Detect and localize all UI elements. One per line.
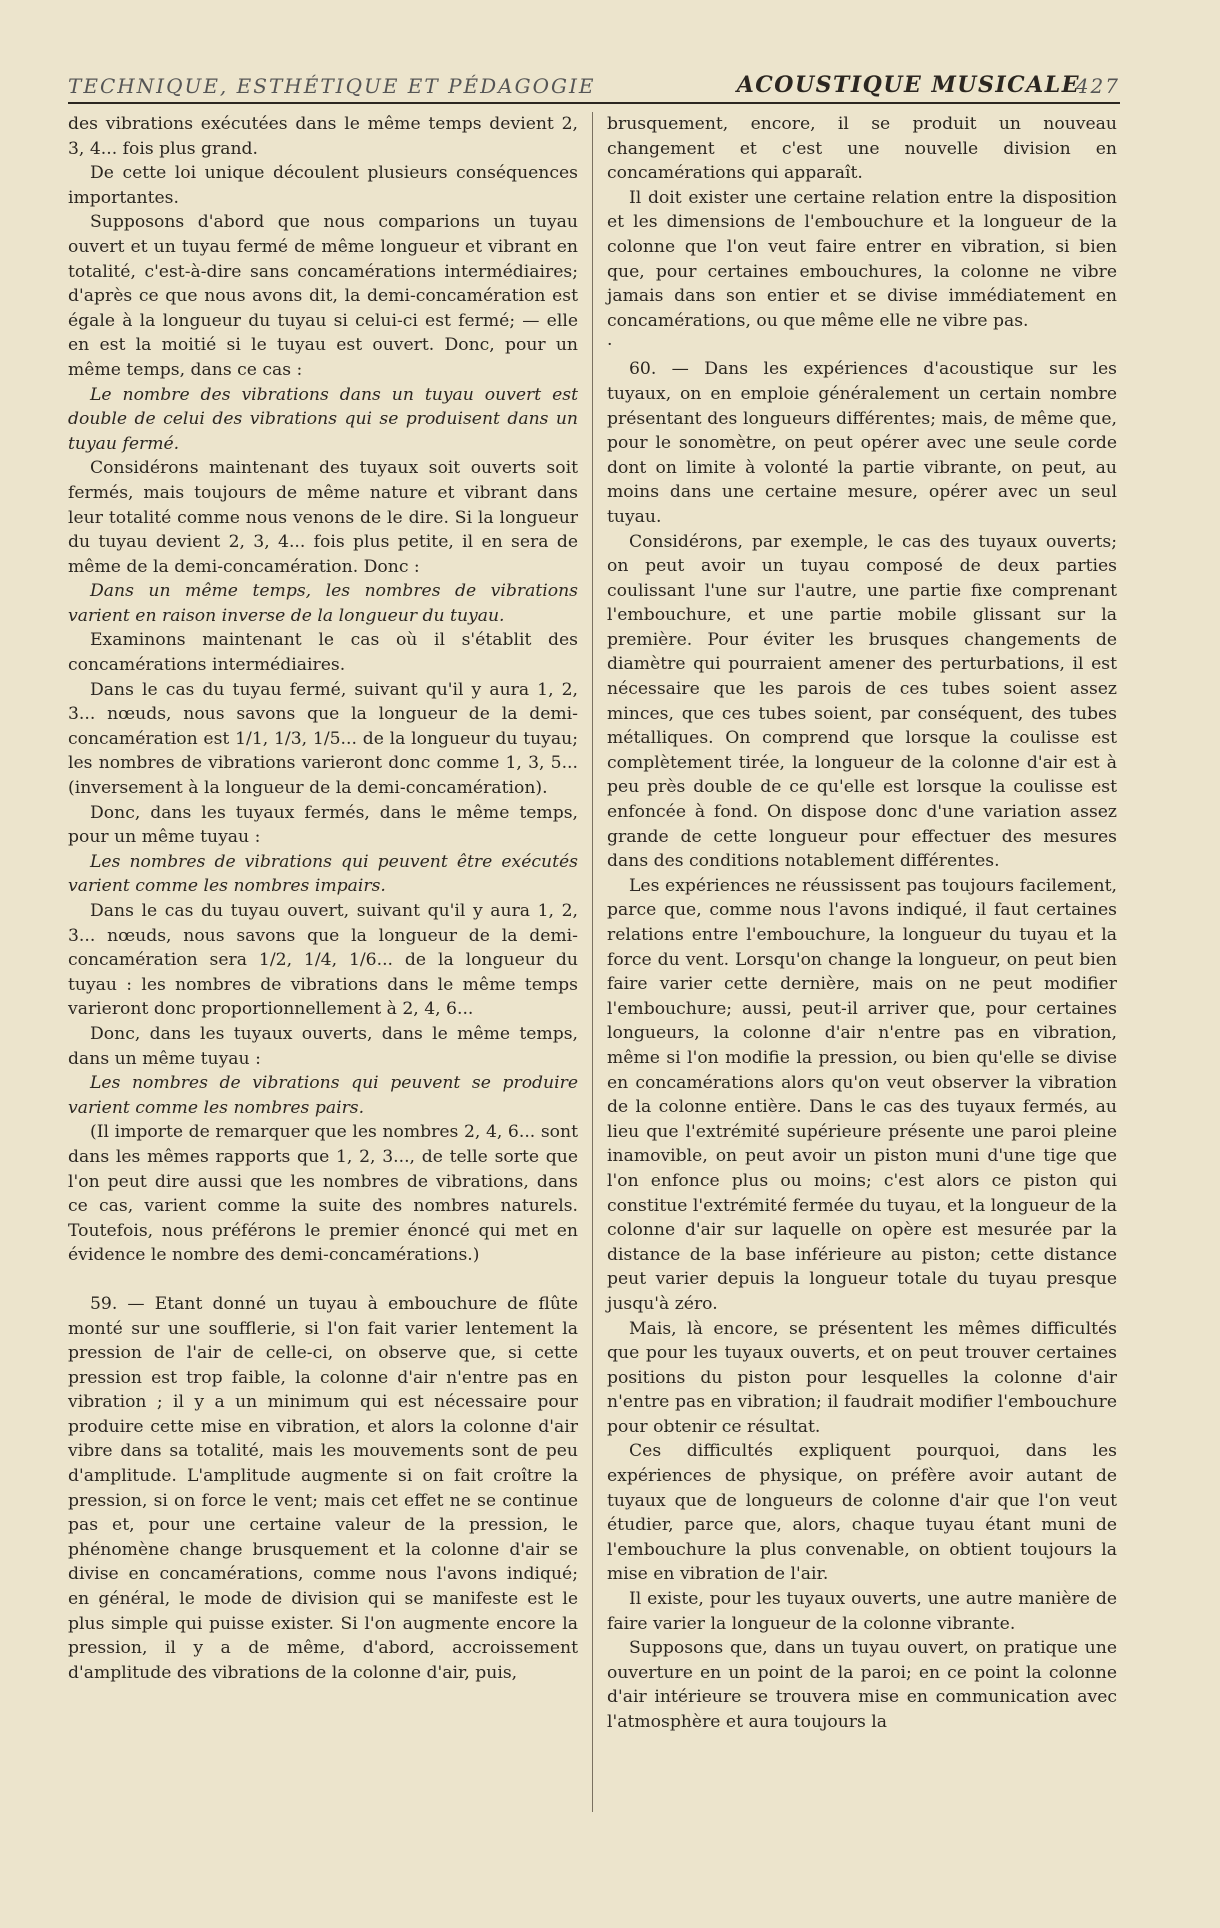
left-text-column [68,112,578,1685]
paragraph: Dans le cas du tuyau fermé, suivant qu'il y aura 1, 2, 3... nœuds, nous savons que la longueur de la demi-concamération est 1/1, 1/3, 1/5... de la longueur du tuyau; les nombres de vibrations varieront donc comme 1, 3, 5... (inversement à la longueur de la demi-concamération). [68,679,578,799]
header-right-title: ACOUSTIQUE MUSICALE [736,72,1080,98]
paragraph: Le nombre des vibrations dans un tuyau ouvert est double de celui des vibrations qui se produisent dans un tuyau fermé. [68,384,578,454]
paragraph: brusquement, encore, il se produit un nouveau changement et c'est une nouvelle division en concamérations qui apparaît. [607,114,1117,184]
paragraph: · [607,335,613,356]
paragraph: Examinons maintenant le cas où il s'établit des concamérations intermédiaires. [68,630,578,676]
paragraph: Supposons d'abord que nous comparions un tuyau ouvert et un tuyau fermé de même longueur et vibrant en totalité, c'est-à-dire sans concamérations intermédiaires; d'après ce que nous avons dit, la demi-concamération est égale à la longueur du tuyau si celui-ci est fermé; — elle en est la moitié si le tuyau est ouvert. Donc, pour un même temps, dans ce cas : [68,212,578,380]
paragraph: des vibrations exécutées dans le même temps devient 2, 3, 4... fois plus grand. [68,114,578,159]
paragraph: 60. — Dans les expériences d'acoustique sur les tuyaux, on en emploie généralement un certain nombre présentant des longueurs différentes; mais, de même que, pour le sonomètre, on peut opérer avec une seule corde dont on limite à volonté la partie vibrante, on peut, au moins dans une certaine mesure, opérer avec un seul tuyau. [607,359,1117,527]
paragraph: Il doit exister une certaine relation entre la disposition et les dimensions de l'embouchure et la longueur de la colonne que l'on veut faire entrer en vibration, si bien que, pour certaines embouchures, la colonne ne vibre jamais dans son entier et se divise immédiatement en concamérations, ou que même elle ne vibre pas. [607,187,1117,331]
running-header [68,70,1120,104]
paragraph: 59. — Etant donné un tuyau à embouchure de flûte monté sur une soufflerie, si l'on fait varier lentement la pression de l'air de celle-ci, on observe que, si cette pression est trop faible, la colonne d'air n'entre pas en vibration ; il y a un minimum qui est nécessaire pour produire cette mise en vibration, et alors la colonne d'air vibre dans sa totalité, mais les mouvements sont de peu d'amplitude. L'amplitude augmente si on fait croître la pression, si on force le vent; mais cet effet ne se continue pas et, pour une certaine valeur de la pression, le phénomène change brusquement et la colonne d'air se divise en concamérations, comme nous l'avons indiqué; en général, le mode de division qui se manifeste est le plus simple qui puisse exister. Si l'on augmente encore la pression, il y a de même, d'abord, accroissement d'amplitude des vibrations de la colonne d'air, puis, [68,1293,578,1683]
paragraph: Considérons, par exemple, le cas des tuyaux ouverts; on peut avoir un tuyau composé de deux parties coulissant l'une sur l'autre, une partie fixe comprenant l'embouchure, et une partie mobile glissant sur la première. Pour éviter les brusques changements de diamètre qui pourraient amener des perturbations, il est nécessaire que les parois de ces tubes soient assez minces, que ces tubes soient, par conséquent, des tubes métalliques. On comprend que lorsque la coulisse est complètement tirée, la longueur de la colonne d'air est à peu près double de ce qu'elle est lorsque la coulisse est enfoncée à fond. On dispose donc d'une variation assez grande de cette longueur pour effectuer des mesures dans des conditions notablement différentes. [607,531,1117,872]
paragraph: Donc, dans les tuyaux fermés, dans le même temps, pour un même tuyau : [68,802,578,848]
paragraph: Les nombres de vibrations qui peuvent se produire varient comme les nombres pairs. [68,1073,578,1118]
paragraph: Les nombres de vibrations qui peuvent être exécutés varient comme les nombres impairs. [68,851,578,897]
paragraph: Il existe, pour les tuyaux ouverts, une autre manière de faire varier la longueur de la colonne vibrante. [607,1589,1117,1634]
header-left-title: TECHNIQUE, ESTHÉTIQUE ET PÉDAGOGIE [68,74,596,98]
column-divider [592,112,593,1812]
paragraph: Ces difficultés expliquent pourquoi, dans les expériences de physique, on préfère avoir autant de tuyaux que de longueurs de colonne d'air que l'on veut étudier, parce que, alors, chaque tuyau étant muni de l'embouchure la plus convenable, on obtient toujours la mise en vibration de l'air. [607,1441,1117,1585]
page-number: 427 [1075,74,1120,98]
paragraph: Dans le cas du tuyau ouvert, suivant qu'il y aura 1, 2, 3... nœuds, nous savons que la longueur de la demi-concamération sera 1/2, 1/4, 1/6... de la longueur du tuyau : les nombres de vibrations dans le même temps varieront donc proportionnellement à 2, 4, 6... [68,901,578,1020]
paragraph: (Il importe de remarquer que les nombres 2, 4, 6... sont dans les mêmes rapports que 1, 2, 3..., de telle sorte que l'on peut dire aussi que les nombres de vibrations, dans ce cas, varient comme la suite des nombres naturels. Toutefois, nous préférons le premier énoncé qui met en évidence le nombre des demi-concamérations.) [68,1122,578,1266]
paragraph: Supposons que, dans un tuyau ouvert, on pratique une ouverture en un point de la paroi; en ce point la colonne d'air intérieure se trouvera mise en communication avec l'atmosphère et aura toujours la [607,1638,1117,1732]
paragraph: Dans un même temps, les nombres de vibrations varient en raison inverse de la longueur du tuyau. [68,581,578,626]
paragraph: Considérons maintenant des tuyaux soit ouverts soit fermés, mais toujours de même nature et vibrant dans leur totalité comme nous venons de le dire. Si la longueur du tuyau devient 2, 3, 4... fois plus petite, il en sera de même de la demi-concamération. Donc : [68,458,578,577]
paragraph: De cette loi unique découlent plusieurs conséquences importantes. [68,163,578,208]
paragraph: Les expériences ne réussissent pas toujours facilement, parce que, comme nous l'avons indiqué, il faut certaines relations entre l'embouchure, la longueur du tuyau et la force du vent. Lorsqu'on change la longueur, on peut bien faire varier cette dernière, mais on ne peut modifier l'embouchure; aussi, peut-il arriver que, pour certaines longueurs, la colonne d'air n'entre pas en vibration, même si l'on modifie la pression, ou bien qu'elle se divise en concamérations alors qu'on veut observer la vibration de la colonne entière. Dans le cas des tuyaux fermés, au lieu que l'extrémité supérieure présente une paroi pleine inamovible, on peut avoir un piston muni d'une tige que l'on enfonce plus ou moins; c'est alors ce piston qui constitue l'extrémité fermée du tuyau, et la longueur de la colonne d'air sur laquelle on opère est mesurée par la distance de la base inférieure au piston; cette distance peut varier depuis la longueur totale du tuyau presque jusqu'à zéro. [607,875,1117,1314]
right-text-column [607,112,1117,1735]
paragraph: Mais, là encore, se présentent les mêmes difficultés que pour les tuyaux ouverts, et on peut trouver certaines positions du piston pour lesquelles la colonne d'air n'entre pas en vibration; il faudrait modifier l'embouchure pour obtenir ce résultat. [607,1318,1117,1437]
paragraph: Donc, dans les tuyaux ouverts, dans le même temps, dans un même tuyau : [68,1023,578,1069]
